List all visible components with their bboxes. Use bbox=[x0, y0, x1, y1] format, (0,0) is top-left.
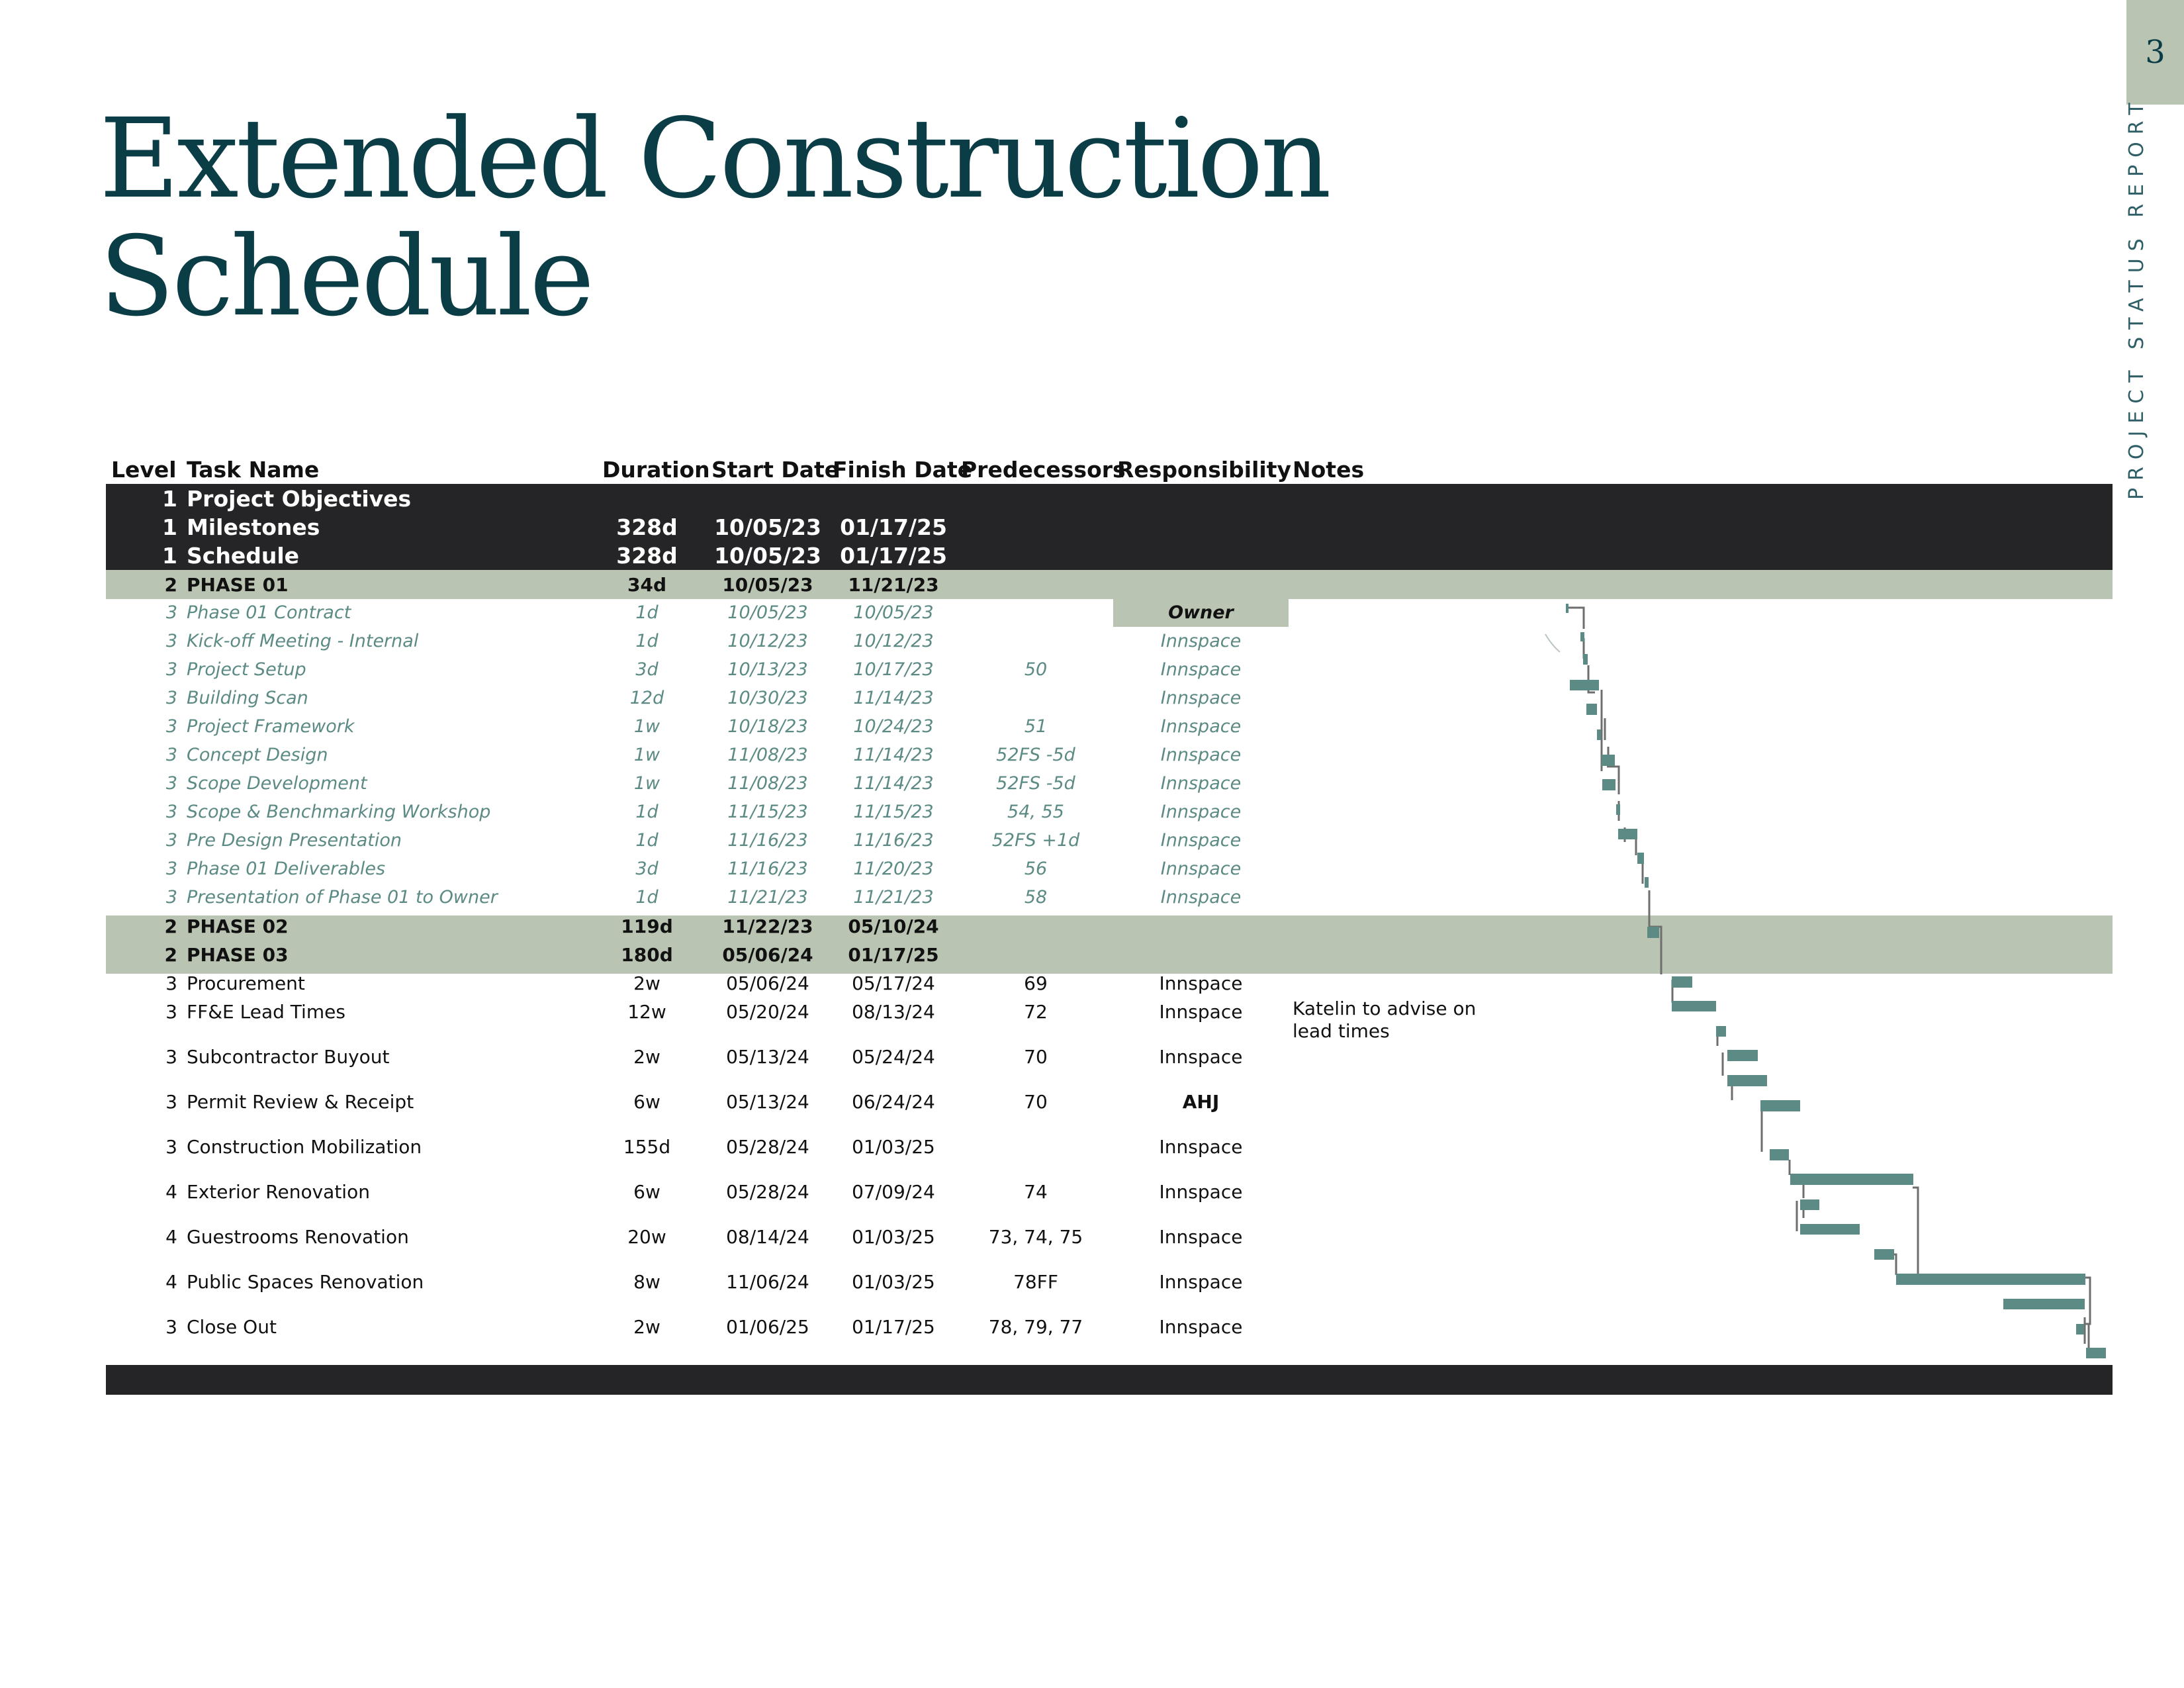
cell-resp: Innspace bbox=[1160, 745, 1242, 765]
header-level: Level bbox=[111, 457, 177, 483]
cell-level: 3 bbox=[165, 716, 177, 737]
cell-pred: 70 bbox=[1024, 1091, 1048, 1113]
page-title-line-2: Schedule bbox=[99, 213, 592, 341]
header-task-name: Task Name bbox=[187, 457, 320, 483]
gantt-bar bbox=[1896, 1274, 2085, 1285]
cell-pred: 54, 55 bbox=[1007, 802, 1064, 822]
cell-duration: 3d bbox=[635, 859, 659, 879]
cell-level: 3 bbox=[165, 972, 177, 994]
cell-pred: 52FS -5d bbox=[996, 773, 1075, 794]
cell-task: Milestones bbox=[187, 514, 320, 540]
cell-start: 10/05/23 bbox=[722, 574, 813, 596]
cell-duration: 1d bbox=[635, 631, 659, 651]
cell-finish: 01/17/25 bbox=[840, 543, 947, 569]
cell-resp: Innspace bbox=[1160, 659, 1242, 680]
gantt-bar bbox=[1800, 1224, 1860, 1235]
cell-resp: Innspace bbox=[1160, 859, 1242, 879]
cell-duration: 1d bbox=[635, 802, 659, 822]
gantt-bar bbox=[1727, 1075, 1767, 1086]
cell-pred: 73, 74, 75 bbox=[988, 1226, 1083, 1248]
cell-start: 05/20/24 bbox=[726, 1001, 809, 1023]
cell-duration: 12w bbox=[627, 1001, 666, 1023]
cell-start: 11/16/23 bbox=[727, 859, 808, 879]
cell-pred: 52FS +1d bbox=[991, 830, 1080, 851]
cell-start: 11/06/24 bbox=[726, 1271, 809, 1293]
cell-level: 3 bbox=[165, 631, 177, 651]
cell-start: 05/13/24 bbox=[726, 1046, 809, 1068]
cell-start: 10/05/23 bbox=[727, 602, 808, 623]
cell-pred: 51 bbox=[1024, 716, 1048, 737]
page-title-line-1: Extended Construction bbox=[99, 95, 1329, 223]
cell-duration: 2w bbox=[633, 1046, 660, 1068]
cell-duration: 8w bbox=[633, 1271, 660, 1293]
cell-level: 3 bbox=[165, 1001, 177, 1023]
cell-finish: 01/03/25 bbox=[852, 1271, 935, 1293]
cell-pred: 50 bbox=[1024, 659, 1048, 680]
cell-task: Exterior Renovation bbox=[187, 1181, 370, 1203]
cell-finish: 01/17/25 bbox=[852, 1316, 935, 1338]
cell-resp: AHJ bbox=[1182, 1091, 1220, 1113]
cell-finish: 10/24/23 bbox=[853, 716, 934, 737]
cell-level: 2 bbox=[164, 574, 177, 596]
cell-start: 08/14/24 bbox=[726, 1226, 809, 1248]
side-report-label: PROJECT STATUS REPORT bbox=[2125, 95, 2148, 500]
cell-duration: 6w bbox=[633, 1181, 660, 1203]
cell-finish: 07/09/24 bbox=[852, 1181, 935, 1203]
cell-task: PHASE 03 bbox=[187, 944, 289, 966]
cell-resp: Innspace bbox=[1160, 802, 1242, 822]
cell-pred: 72 bbox=[1024, 1001, 1048, 1023]
cell-start: 10/30/23 bbox=[727, 688, 808, 708]
cell-level: 3 bbox=[165, 1136, 177, 1158]
cell-level: 4 bbox=[165, 1271, 177, 1293]
cell-duration: 20w bbox=[627, 1226, 666, 1248]
cell-resp: Innspace bbox=[1160, 631, 1242, 651]
cell-duration: 1w bbox=[633, 745, 660, 765]
cell-level: 3 bbox=[165, 830, 177, 851]
cell-task: Close Out bbox=[187, 1316, 277, 1338]
cell-start: 10/13/23 bbox=[727, 659, 808, 680]
gantt-bar bbox=[1790, 1174, 1913, 1185]
cell-start: 05/06/24 bbox=[722, 944, 813, 966]
cell-start: 11/22/23 bbox=[722, 915, 813, 937]
cell-task: Procurement bbox=[187, 972, 305, 994]
cell-duration: 2w bbox=[633, 1316, 660, 1338]
cell-start: 10/05/23 bbox=[714, 514, 821, 540]
cell-finish: 05/10/24 bbox=[848, 915, 939, 937]
cell-task: Construction Mobilization bbox=[187, 1136, 422, 1158]
cell-finish: 11/21/23 bbox=[853, 887, 934, 908]
gantt-bar bbox=[1672, 976, 1692, 988]
cell-level: 3 bbox=[165, 802, 177, 822]
cell-start: 01/06/25 bbox=[726, 1316, 809, 1338]
cell-start: 05/28/24 bbox=[726, 1136, 809, 1158]
cell-start: 05/06/24 bbox=[726, 972, 809, 994]
cell-start: 11/08/23 bbox=[727, 773, 808, 794]
cell-duration: 12d bbox=[629, 688, 664, 708]
cell-level: 2 bbox=[164, 944, 177, 966]
cell-level: 3 bbox=[165, 859, 177, 879]
gantt-bar bbox=[1672, 1001, 1716, 1011]
cell-task: Scope Development bbox=[187, 773, 367, 794]
gantt-bar bbox=[2076, 1324, 2084, 1335]
cell-start: 11/21/23 bbox=[727, 887, 808, 908]
cell-start: 05/13/24 bbox=[726, 1091, 809, 1113]
cell-resp: Innspace bbox=[1159, 1001, 1243, 1023]
cell-resp: Innspace bbox=[1159, 972, 1243, 994]
cell-resp: Innspace bbox=[1159, 1226, 1243, 1248]
cell-finish: 05/17/24 bbox=[852, 972, 935, 994]
gantt-bar bbox=[1727, 1050, 1758, 1061]
gantt-bar bbox=[1637, 853, 1644, 864]
cell-level: 3 bbox=[165, 1316, 177, 1338]
gantt-bar bbox=[1586, 704, 1597, 715]
gantt-bars bbox=[1566, 604, 2106, 1358]
gantt-bar bbox=[1716, 1026, 1726, 1037]
gantt-bar bbox=[1570, 680, 1599, 690]
cell-finish: 10/12/23 bbox=[853, 631, 934, 651]
cell-finish: 06/24/24 bbox=[852, 1091, 935, 1113]
gantt-bar bbox=[1602, 779, 1615, 790]
cell-level: 1 bbox=[162, 543, 177, 569]
cell-duration: 119d bbox=[621, 915, 673, 937]
cell-pred: 78, 79, 77 bbox=[988, 1316, 1083, 1338]
cell-level: 3 bbox=[165, 688, 177, 708]
cell-pred: 56 bbox=[1024, 859, 1048, 879]
cell-pred: 69 bbox=[1024, 972, 1048, 994]
cell-task: Kick-off Meeting - Internal bbox=[187, 631, 419, 651]
cell-task: Permit Review & Receipt bbox=[187, 1091, 414, 1113]
cell-pred: 70 bbox=[1024, 1046, 1048, 1068]
page-number: 3 bbox=[2145, 34, 2165, 71]
cell-task: Pre Design Presentation bbox=[187, 830, 402, 851]
cell-resp: Innspace bbox=[1159, 1136, 1243, 1158]
cell-level: 3 bbox=[165, 659, 177, 680]
cell-start: 05/28/24 bbox=[726, 1181, 809, 1203]
gantt-bar bbox=[1645, 877, 1649, 888]
cell-level: 2 bbox=[164, 915, 177, 937]
cell-start: 11/16/23 bbox=[727, 830, 808, 851]
cell-pred: 74 bbox=[1024, 1181, 1048, 1203]
cell-duration: 1d bbox=[635, 602, 659, 623]
cell-task: FF&E Lead Times bbox=[187, 1001, 345, 1023]
header-duration: Duration bbox=[602, 457, 710, 483]
gantt-bar bbox=[1800, 1199, 1819, 1210]
gantt-bar bbox=[1760, 1100, 1800, 1111]
cell-finish: 01/03/25 bbox=[852, 1226, 935, 1248]
gantt-bar bbox=[2003, 1299, 2085, 1309]
gantt-bar bbox=[1647, 927, 1659, 938]
cell-resp: Owner bbox=[1168, 602, 1234, 623]
cell-finish: 11/14/23 bbox=[853, 688, 934, 708]
cell-start: 10/05/23 bbox=[714, 543, 821, 569]
cell-task: PHASE 01 bbox=[187, 574, 289, 596]
cell-start: 10/12/23 bbox=[727, 631, 808, 651]
gantt-bar bbox=[1616, 804, 1620, 815]
cell-resp: Innspace bbox=[1159, 1181, 1243, 1203]
cell-finish: 10/05/23 bbox=[853, 602, 934, 623]
gantt-bar bbox=[1597, 729, 1601, 740]
gantt-bar bbox=[1583, 654, 1588, 665]
header-notes: Notes bbox=[1293, 457, 1365, 483]
cell-level: 4 bbox=[165, 1181, 177, 1203]
cell-resp: Innspace bbox=[1160, 688, 1242, 708]
cell-duration: 155d bbox=[623, 1136, 671, 1158]
cell-duration: 3d bbox=[635, 659, 659, 680]
cell-finish: 11/20/23 bbox=[853, 859, 934, 879]
cell-duration: 1w bbox=[633, 716, 660, 737]
cell-finish: 11/21/23 bbox=[848, 574, 939, 596]
header-responsibility: Responsibility bbox=[1117, 457, 1292, 483]
cell-task: Project Setup bbox=[187, 659, 306, 680]
cell-pred: 52FS -5d bbox=[996, 745, 1075, 765]
cell-start: 11/15/23 bbox=[727, 802, 808, 822]
cell-duration: 6w bbox=[633, 1091, 660, 1113]
cell-finish: 11/14/23 bbox=[853, 773, 934, 794]
cell-duration: 328d bbox=[616, 514, 678, 540]
cell-resp: Innspace bbox=[1160, 716, 1242, 737]
cell-level: 3 bbox=[165, 887, 177, 908]
cell-finish: 11/15/23 bbox=[853, 802, 934, 822]
cell-duration: 1d bbox=[635, 830, 659, 851]
gantt-bar bbox=[1580, 632, 1584, 641]
cell-task: Phase 01 Deliverables bbox=[187, 859, 386, 879]
cell-resp: Innspace bbox=[1159, 1271, 1243, 1293]
cell-task: Concept Design bbox=[187, 745, 328, 765]
cell-duration: 2w bbox=[633, 972, 660, 994]
cell-notes: Katelin to advise on lead times bbox=[1293, 998, 1477, 1042]
cell-duration: 180d bbox=[621, 944, 673, 966]
cell-level: 4 bbox=[165, 1226, 177, 1248]
gantt-connectors bbox=[1567, 608, 2090, 1350]
cell-task: PHASE 02 bbox=[187, 915, 289, 937]
gantt-bar bbox=[1566, 604, 1569, 613]
header-finish-date: Finish Date bbox=[833, 457, 973, 483]
cell-task: Scope & Benchmarking Workshop bbox=[187, 802, 491, 822]
cell-start: 10/18/23 bbox=[727, 716, 808, 737]
cell-task: Project Framework bbox=[187, 716, 355, 737]
cell-duration: 1w bbox=[633, 773, 660, 794]
cell-finish: 05/24/24 bbox=[852, 1046, 935, 1068]
cell-duration: 1d bbox=[635, 887, 659, 908]
cell-level: 1 bbox=[162, 486, 177, 512]
cell-duration: 34d bbox=[627, 574, 666, 596]
cell-finish: 01/17/25 bbox=[848, 944, 939, 966]
gantt-bar bbox=[1770, 1149, 1789, 1160]
cell-resp: Innspace bbox=[1159, 1316, 1243, 1338]
cell-finish: 01/03/25 bbox=[852, 1136, 935, 1158]
gantt-bar bbox=[2086, 1348, 2106, 1358]
cell-level: 3 bbox=[165, 1046, 177, 1068]
cell-task: Subcontractor Buyout bbox=[187, 1046, 390, 1068]
cell-resp: Innspace bbox=[1160, 830, 1242, 851]
cell-finish: 08/13/24 bbox=[852, 1001, 935, 1023]
cell-start: 11/08/23 bbox=[727, 745, 808, 765]
cell-resp: Innspace bbox=[1160, 887, 1242, 908]
cell-level: 3 bbox=[165, 745, 177, 765]
cell-pred: 58 bbox=[1024, 887, 1048, 908]
cell-task: Schedule bbox=[187, 543, 300, 569]
cell-finish: 11/16/23 bbox=[853, 830, 934, 851]
cell-finish: 01/17/25 bbox=[840, 514, 947, 540]
cell-level: 1 bbox=[162, 514, 177, 540]
cell-task: Public Spaces Renovation bbox=[187, 1271, 424, 1293]
cell-resp: Innspace bbox=[1160, 773, 1242, 794]
gantt-bar bbox=[1618, 829, 1637, 839]
cell-pred: 78FF bbox=[1013, 1271, 1058, 1293]
header-start-date: Start Date bbox=[711, 457, 840, 483]
cell-level: 3 bbox=[165, 1091, 177, 1113]
cell-finish: 11/14/23 bbox=[853, 745, 934, 765]
cell-level: 3 bbox=[165, 773, 177, 794]
cell-resp: Innspace bbox=[1159, 1046, 1243, 1068]
cell-task: Presentation of Phase 01 to Owner bbox=[187, 887, 498, 908]
gantt-bar bbox=[1874, 1249, 1894, 1260]
cell-task: Guestrooms Renovation bbox=[187, 1226, 409, 1248]
cell-level: 3 bbox=[165, 602, 177, 623]
gantt-bar bbox=[1602, 755, 1615, 766]
cell-task: Phase 01 Contract bbox=[187, 602, 351, 623]
cell-duration: 328d bbox=[616, 543, 678, 569]
cell-task: Project Objectives bbox=[187, 486, 412, 512]
cell-task: Building Scan bbox=[187, 688, 308, 708]
cell-finish: 10/17/23 bbox=[853, 659, 934, 680]
header-predecessors: Predecessors bbox=[961, 457, 1126, 483]
